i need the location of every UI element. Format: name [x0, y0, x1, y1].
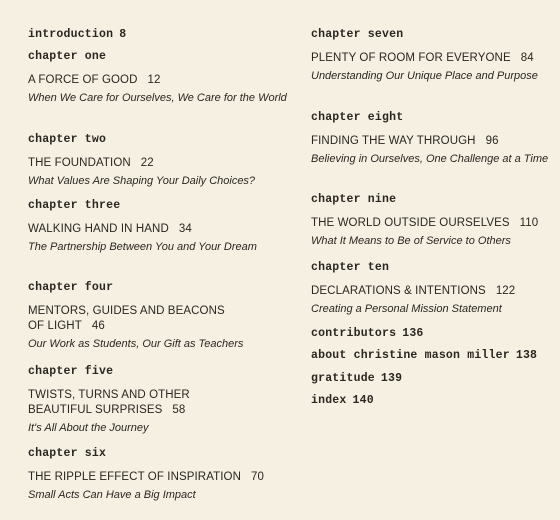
chapter-page: 122 [495, 285, 516, 297]
chapter-subtitle: Believing in Ourselves, One Challenge at a Time [311, 153, 549, 165]
chapter-page: 12 [147, 74, 161, 86]
chapter-label: chapter nine [311, 193, 397, 206]
back-matter-page: 136 [402, 327, 424, 340]
chapter-page: 84 [520, 52, 534, 64]
chapter-subtitle: Small Acts Can Have a Big Impact [28, 489, 196, 501]
toc-about-author: about christine mason miller 138 [311, 349, 538, 362]
chapter-label: chapter three [28, 199, 121, 212]
toc-introduction [28, 28, 290, 41]
chapter-label: chapter ten [311, 261, 390, 274]
chapter-label: chapter two [28, 133, 107, 146]
chapter-title: THE FOUNDATION 22 [28, 157, 154, 169]
chapter-page: 96 [485, 135, 499, 147]
chapter-title: THE RIPPLE EFFECT OF INSPIRATION 70 [28, 471, 264, 483]
chapter-title: WALKING HAND IN HAND 34 [28, 223, 192, 235]
chapter-subtitle: The Partnership Between You and Your Dream [28, 241, 257, 253]
toc-contributors: contributors 136 [311, 327, 424, 340]
toc-chapter-five [28, 365, 290, 436]
chapter-page: 34 [178, 223, 192, 235]
chapter-label: chapter eight [311, 111, 404, 124]
toc-index: index 140 [311, 394, 374, 407]
chapter-label: chapter five [28, 365, 114, 378]
toc-chapter-ten [311, 261, 551, 317]
chapter-subtitle: When We Care for Ourselves, We Care for the World [28, 92, 287, 104]
chapter-title: THE WORLD OUTSIDE OURSELVES 110 [311, 217, 539, 229]
chapter-label: chapter one [28, 50, 107, 63]
chapter-title: DECLARATIONS & INTENTIONS 122 [311, 285, 516, 297]
toc-chapter-eight [311, 111, 551, 167]
chapter-title: MENTORS, GUIDES AND BEACONS OF LIGHT 46 [28, 305, 225, 332]
toc-chapter-one [28, 50, 290, 106]
introduction-page: 8 [119, 28, 127, 41]
chapter-subtitle: What It Means to Be of Service to Others [311, 235, 511, 247]
chapter-title: A FORCE OF GOOD 12 [28, 74, 161, 86]
toc-chapter-two [28, 133, 290, 189]
back-matter-page: 139 [380, 372, 403, 385]
chapter-subtitle: What Values Are Shaping Your Daily Choices? [28, 175, 256, 187]
chapter-subtitle: Our Work as Students, Our Gift as Teachers [28, 338, 244, 350]
chapter-page: 110 [519, 217, 539, 229]
toc-chapter-nine [311, 193, 551, 249]
chapter-subtitle: Understanding Our Unique Place and Purpose [311, 70, 538, 82]
chapter-label: chapter six [28, 447, 107, 460]
chapter-page: 58 [172, 404, 186, 416]
back-matter-page: 140 [352, 394, 374, 407]
chapter-label: chapter seven [311, 28, 404, 41]
chapter-subtitle: Creating a Personal Mission Statement [311, 303, 502, 315]
chapter-title: PLENTY OF ROOM FOR EVERYONE 84 [311, 52, 534, 64]
chapter-page: 22 [140, 157, 154, 169]
chapter-subtitle: It's All About the Journey [28, 422, 149, 434]
back-matter-page: 138 [515, 349, 538, 362]
toc-chapter-three [28, 199, 290, 255]
chapter-title: TWISTS, TURNS AND OTHER BEAUTIFUL SURPRISES 58 [28, 389, 190, 416]
chapter-label: chapter four [28, 281, 114, 294]
toc-gratitude: gratitude 139 [311, 372, 403, 385]
chapter-page: 46 [91, 320, 105, 332]
toc-chapter-seven [311, 28, 551, 84]
chapter-page: 70 [251, 471, 264, 483]
toc-chapter-six [28, 447, 290, 503]
introduction-label: introduction [28, 28, 114, 41]
chapter-title: FINDING THE WAY THROUGH 96 [311, 135, 499, 147]
toc-chapter-four [28, 281, 290, 352]
